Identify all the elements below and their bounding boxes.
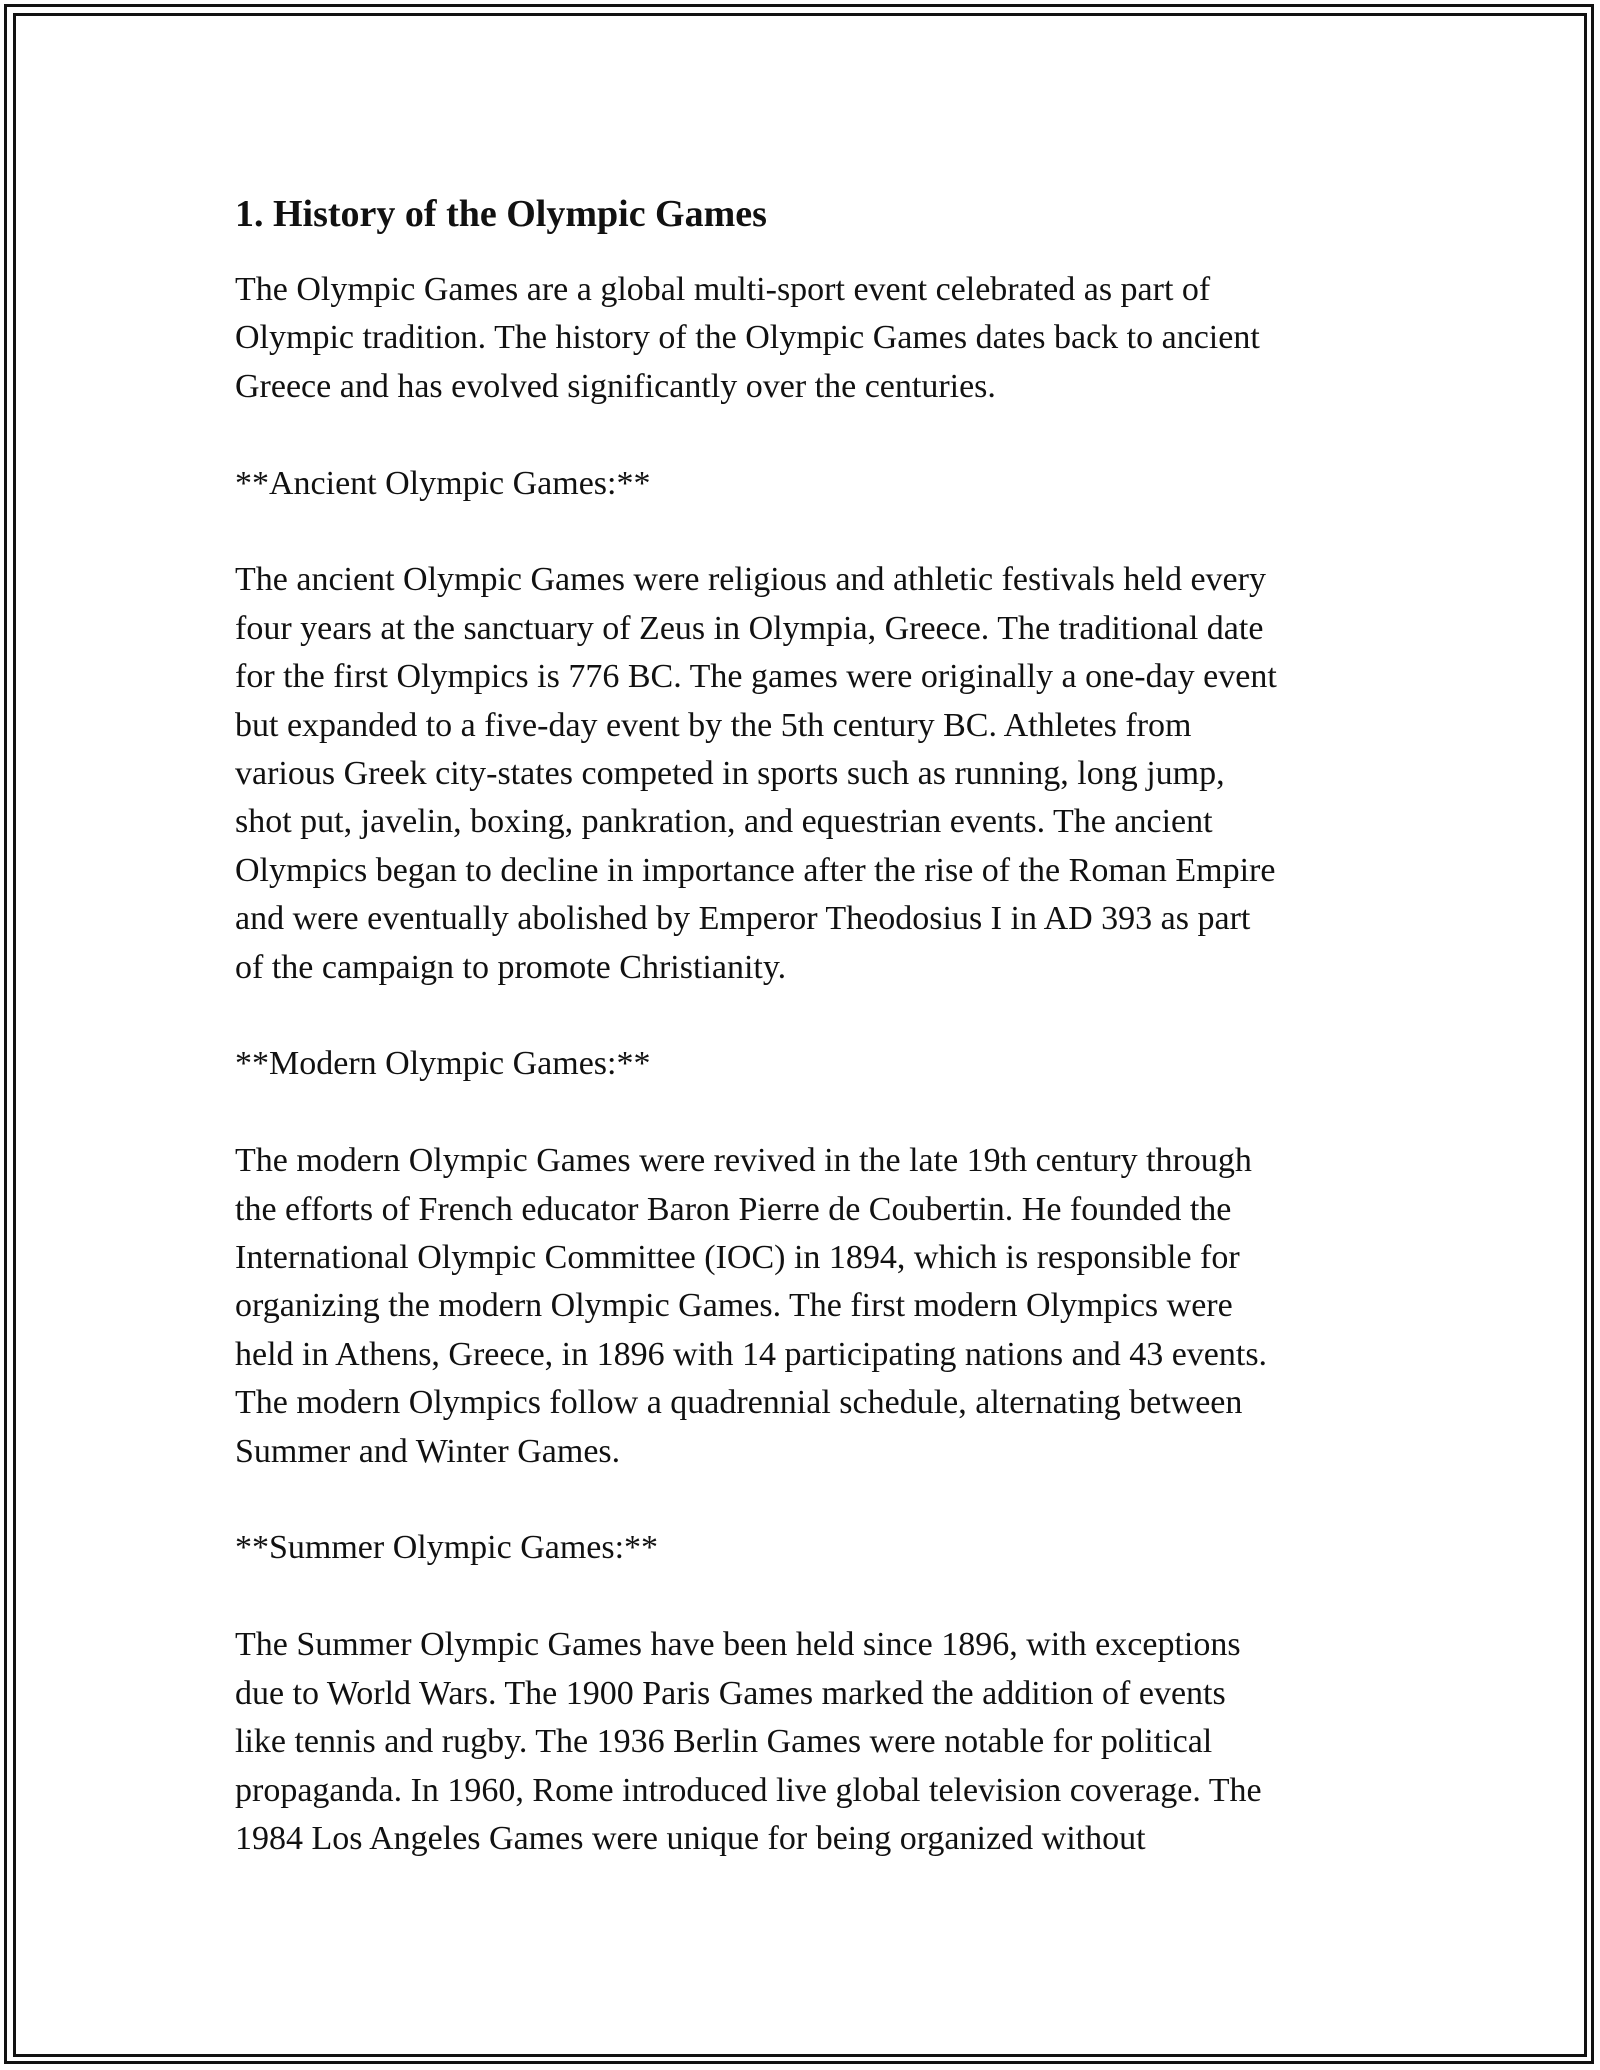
ancient-games-paragraph: The ancient Olympic Games were religious and athletic festivals held every four years at the sanctuary of Zeus in Olympia, Greece. The traditional date for the first Olympics is 776 BC. The games were originally a one-day event but expanded to a five-day event by the 5th century BC. Athletes from various Greek city-states competed in sports such as running, long jump, shot put, javelin, boxing, pankration, and equestrian events. The ancient Olympics began to decline in importance after the rise of the Roman Empire and were eventually abolished by Emperor Theodosius I in AD 393 as part of the campaign to promote Christianity.	[235, 561, 1277, 986]
section-heading: 1. History of the Olympic Games	[235, 193, 767, 235]
summer-games-heading: **Summer Olympic Games:**	[235, 1529, 659, 1567]
intro-paragraph: The Olympic Games are a global multi-sport event celebrated as part of Olympic tradition. The history of the Olympic Games dates back to ancient Greece and has evolved significantly over the centuries.	[235, 271, 1260, 405]
ancient-games-heading: **Ancient Olympic Games:**	[235, 464, 651, 502]
modern-games-paragraph: The modern Olympic Games were revived in the late 19th century through the efforts of French educator Baron Pierre de Coubertin. He founded the International Olympic Committee (IOC) in 1894, which is responsible for organizing the modern Olympic Games. The first modern Olympics were held in Athens, Greece, in 1896 with 14 participating nations and 43 events. The modern Olympics follow a quadrennial schedule, alternating between Summer and Winter Games.	[235, 1142, 1268, 1470]
summer-games-paragraph: The Summer Olympic Games have been held since 1896, with exceptions due to World Wars. The 1900 Paris Games marked the addition of events like tennis and rugby. The 1936 Berlin Games were notable for political propaganda. In 1960, Rome introduced live global television coverage. The 1984 Los Angeles Games were unique for being organized without	[235, 1626, 1262, 1857]
modern-games-heading: **Modern Olympic Games:**	[235, 1045, 651, 1083]
document-page	[235, 186, 1385, 1912]
